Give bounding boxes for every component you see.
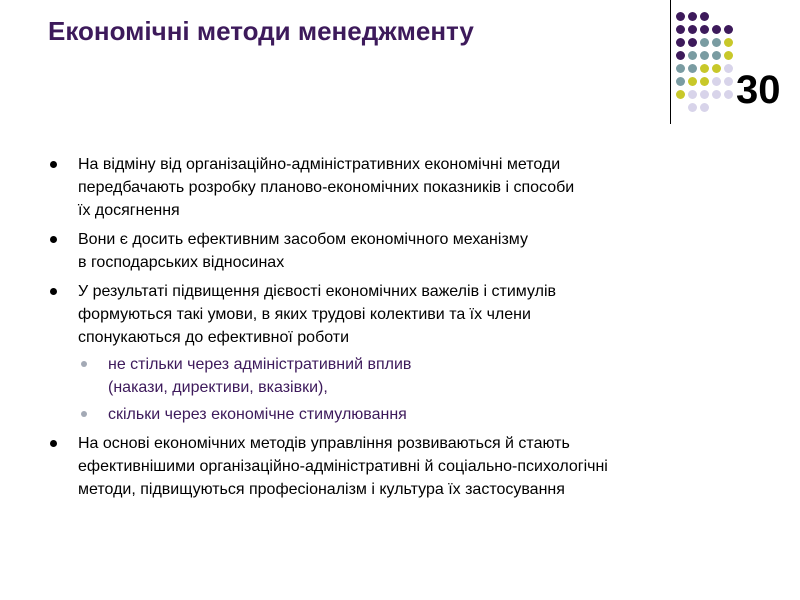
- bullet-item: [48, 228, 768, 274]
- decor-dot-empty: [724, 103, 733, 112]
- sub-bullet-item: [78, 353, 768, 399]
- decor-dot-gray: [676, 77, 685, 86]
- bullet-text-line: методи, підвищуються професіоналізм і культура їх застосування: [78, 481, 565, 498]
- decor-dot-lavender: [724, 90, 733, 99]
- decor-dot-gray: [688, 64, 697, 73]
- bullet-text-line: спонукаються до ефективної роботи: [78, 329, 350, 346]
- decor-dot-gray: [712, 51, 721, 60]
- slide-number: 30: [736, 68, 781, 112]
- bullet-marker: [50, 288, 57, 295]
- decor-dot-purple: [700, 12, 709, 21]
- decor-dot-gray: [712, 38, 721, 47]
- sub-bullet-text-line: скільки через економічне стимулювання: [108, 406, 407, 423]
- decor-dot-yellow: [724, 51, 733, 60]
- decor-dot-empty: [712, 12, 721, 21]
- dot-grid-decoration: [676, 12, 734, 113]
- decor-dot-yellow: [724, 38, 733, 47]
- decor-dot-purple: [676, 38, 685, 47]
- decor-dot-purple: [676, 25, 685, 34]
- bullet-text-line: передбачають розробку планово-економічних показників і способи: [78, 179, 575, 196]
- bullet-marker: [50, 440, 57, 447]
- decor-dot-purple: [712, 25, 721, 34]
- sub-bullet-text-line: не стільки через адміністративний вплив: [108, 356, 412, 373]
- bullet-text-line: формуються такі умови, в яких трудові колективи та їх члени: [78, 306, 531, 323]
- decor-dot-purple: [688, 25, 697, 34]
- sub-bullet-list: [78, 353, 768, 426]
- decor-dot-purple: [724, 25, 733, 34]
- decor-dot-yellow: [712, 64, 721, 73]
- decor-dot-yellow: [700, 64, 709, 73]
- decor-dot-gray: [688, 51, 697, 60]
- bullet-marker: [50, 161, 57, 168]
- bullet-list: [48, 153, 768, 507]
- decor-dot-lavender: [700, 90, 709, 99]
- decor-dot-lavender: [712, 90, 721, 99]
- decor-dot-lavender: [700, 103, 709, 112]
- decor-dot-gray: [676, 64, 685, 73]
- slide-title: Економічні методи менеджменту: [48, 16, 474, 46]
- decor-dot-lavender: [712, 77, 721, 86]
- bullet-text-line: в господарських відносинах: [78, 254, 285, 271]
- decor-dot-yellow: [700, 77, 709, 86]
- bullet-marker: [50, 236, 57, 243]
- decor-dot-purple: [688, 38, 697, 47]
- sub-bullet-text-line: (накази, директиви, вказівки),: [108, 379, 328, 396]
- decor-dot-lavender: [724, 64, 733, 73]
- decor-dot-purple: [700, 25, 709, 34]
- decor-dot-yellow: [676, 90, 685, 99]
- vertical-divider: [670, 0, 671, 124]
- bullet-text-line: Вони є досить ефективним засобом економічного механізму: [78, 231, 528, 248]
- bullet-item: [48, 153, 768, 222]
- decor-dot-empty: [724, 12, 733, 21]
- bullet-text-line: У результаті підвищення дієвості економічних важелів і стимулів: [78, 283, 556, 300]
- sub-bullet-item: [78, 403, 768, 426]
- decor-dot-purple: [676, 12, 685, 21]
- decor-dot-purple: [676, 51, 685, 60]
- bullet-text-line: На відміну від організаційно-адміністративних економічні методи: [78, 156, 561, 173]
- decor-dot-empty: [712, 103, 721, 112]
- decor-dot-gray: [700, 51, 709, 60]
- decor-dot-lavender: [688, 103, 697, 112]
- bullet-text-line: їх досягнення: [78, 202, 180, 219]
- bullet-text-line: ефективнішими організаційно-адміністративні й соціально-психологічні: [78, 458, 608, 475]
- decor-dot-empty: [676, 103, 685, 112]
- sub-bullet-marker: [81, 411, 87, 417]
- bullet-text-line: На основі економічних методів управління розвиваються й стають: [78, 435, 570, 452]
- sub-bullet-marker: [81, 361, 87, 367]
- decor-dot-yellow: [688, 77, 697, 86]
- decor-dot-lavender: [688, 90, 697, 99]
- decor-dot-gray: [700, 38, 709, 47]
- bullet-item: [48, 280, 768, 426]
- decor-dot-lavender: [724, 77, 733, 86]
- bullet-item: [48, 432, 768, 501]
- decor-dot-purple: [688, 12, 697, 21]
